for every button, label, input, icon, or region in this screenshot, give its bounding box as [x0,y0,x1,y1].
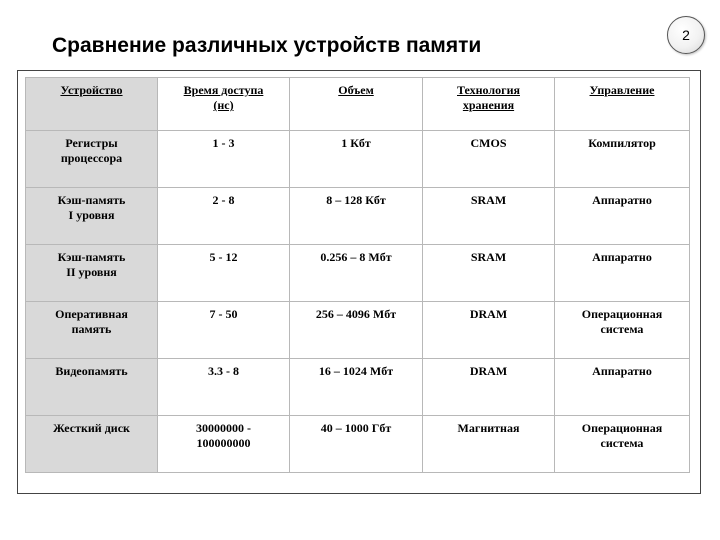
table-row [26,188,690,245]
page-number-badge [667,16,705,54]
cell-capacity: 40 – 1000 Гбт [290,416,423,473]
cell-capacity: 8 – 128 Кбт [290,188,423,245]
cell-capacity: 0.256 – 8 Мбт [290,245,423,302]
cell-capacity: 1 Кбт [290,131,423,188]
cell-technology: DRAM [423,302,555,359]
cell-device: Кэш-память I уровня [26,188,158,245]
cell-device: Видеопамять [26,359,158,416]
cell-access-time: 7 - 50 [158,302,290,359]
cell-management: Операционная система [555,416,690,473]
cell-management: Аппаратно [555,359,690,416]
header-technology: Технология хранения [423,78,555,131]
cell-device: Регистры процессора [26,131,158,188]
cell-management: Компилятор [555,131,690,188]
cell-technology: SRAM [423,188,555,245]
cell-access-time: 2 - 8 [158,188,290,245]
cell-access-time: 30000000 - 100000000 [158,416,290,473]
header-capacity: Объем [290,78,423,131]
cell-management: Аппаратно [555,188,690,245]
table-row [26,131,690,188]
table-frame [17,70,701,494]
cell-technology: CMOS [423,131,555,188]
cell-technology: SRAM [423,245,555,302]
header-access-time: Время доступа (нс) [158,78,290,131]
memory-comparison-table [25,77,690,473]
cell-management: Аппаратно [555,245,690,302]
table-row [26,359,690,416]
cell-capacity: 256 – 4096 Мбт [290,302,423,359]
header-management: Управление [555,78,690,131]
cell-technology: Магнитная [423,416,555,473]
cell-device: Жесткий диск [26,416,158,473]
table-header-row [26,78,690,131]
cell-access-time: 5 - 12 [158,245,290,302]
cell-management: Операционная система [555,302,690,359]
page-number: 2 [682,27,690,43]
header-device: Устройство [26,78,158,131]
slide-title: Сравнение различных устройств памяти [52,34,482,57]
cell-technology: DRAM [423,359,555,416]
cell-device: Кэш-память II уровня [26,245,158,302]
table-row [26,302,690,359]
table-row [26,416,690,473]
cell-device: Оперативная память [26,302,158,359]
table-row [26,245,690,302]
cell-access-time: 1 - 3 [158,131,290,188]
cell-access-time: 3.3 - 8 [158,359,290,416]
cell-capacity: 16 – 1024 Мбт [290,359,423,416]
